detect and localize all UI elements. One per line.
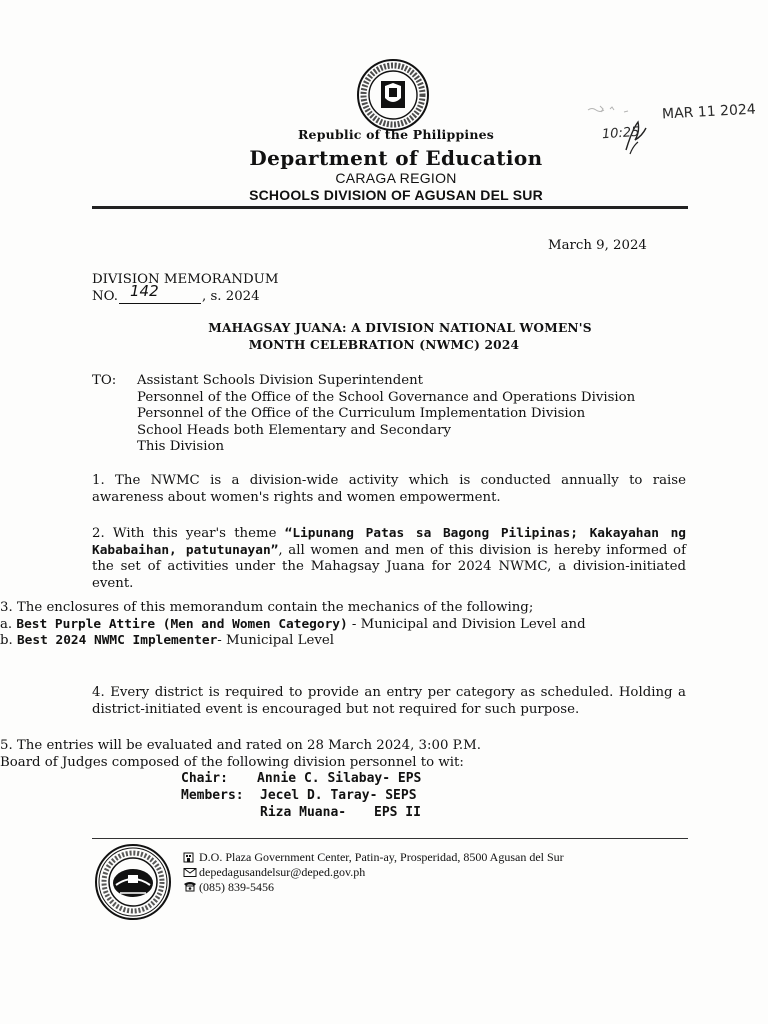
recipient-list — [137, 373, 635, 456]
item-a-bold: Best Purple Attire (Men and Women Category) — [16, 616, 348, 632]
paragraph-3 — [0, 600, 586, 650]
address-text: D.O. Plaza Government Center, Patin-ay, Prosperidad, 8500 Agusan del Sur — [199, 850, 564, 864]
chair-label: Chair: — [181, 771, 228, 786]
paragraph-1: 1. The NWMC is a division-wide activity which is conducted annually to raise awareness about women's rights and women empowerment. — [92, 473, 686, 505]
item-a-prefix: a. — [0, 616, 17, 632]
received-stamp-date: MAR 11 2024 — [661, 101, 757, 123]
enclosure-item-a — [0, 617, 586, 634]
recipient-item: This Division — [137, 439, 225, 454]
members-label: Members: — [181, 788, 244, 803]
division-heading: SCHOOLS DIVISION OF AGUSAN DEL SUR — [249, 187, 543, 203]
member-name: Riza Muana- — [260, 805, 347, 820]
phone-line — [183, 880, 564, 895]
memo-title-line-2: MONTH CELEBRATION (NWMC) 2024 — [248, 338, 520, 352]
building-icon — [183, 852, 197, 863]
theme-text: “Lipunang Patas sa Bagong Pilipinas; Kakayahan ng Kababaihan, patutunayan” — [92, 526, 687, 558]
phone-text: (085) 839-5456 — [199, 879, 274, 894]
footer-divider — [92, 838, 688, 839]
paragraph-3-intro: 3. The enclosures of this memorandum contain the mechanics of the following; — [0, 600, 534, 615]
item-b-prefix: b. — [0, 633, 17, 648]
deped-seal — [356, 58, 430, 132]
recipient-item: Assistant Schools Division Superintendent — [137, 373, 424, 388]
item-a-rest: - Municipal and Division Level and — [347, 616, 586, 632]
recipient-item: Personnel of the Office of the School Governance and Operations Division — [137, 389, 636, 405]
paragraph-5-line-2: Board of Judges composed of the following division personnel to wit: — [0, 754, 464, 770]
region-heading: CARAGA REGION — [335, 170, 457, 186]
member-name: Jecel D. Taray- SEPS — [260, 788, 417, 803]
division-seal — [94, 843, 172, 921]
email-text[interactable]: depedagusandelsur@deped.gov.ph — [199, 864, 366, 879]
received-stamp-time: 10:25 — [601, 124, 640, 143]
chair-name: Annie C. Silabay- EPS — [257, 771, 422, 786]
paragraph-2-lead: 2. With this year's theme — [92, 526, 285, 541]
header-divider — [92, 206, 688, 209]
recipient-item: School Heads both Elementary and Secondary — [137, 422, 451, 438]
memo-series: , s. 2024 — [202, 289, 260, 304]
item-b-bold: Best 2024 NWMC Implementer — [16, 633, 218, 648]
item-b-rest: - Municipal Level — [217, 633, 334, 648]
memo-title-line-1: MAHAGSAY JUANA: A DIVISION NATIONAL WOMEN'S — [208, 321, 592, 335]
paragraph-5-line-1: 5. The entries will be evaluated and rated on 28 March 2024, 3:00 P.M. — [0, 738, 481, 753]
enclosure-item-b — [0, 633, 586, 650]
recipient-item: Personnel of the Office of the Curriculum Implementation Division — [137, 406, 586, 421]
department-heading: Department of Education — [249, 146, 543, 170]
telephone-icon — [183, 881, 197, 892]
paragraph-2-rest: , all women and men of this division is hereby informed of the set of activities under the Mahagsay Juana for 2024 NWMC, a division-initiated event. — [92, 542, 686, 591]
paragraph-2 — [92, 526, 686, 592]
paragraph-4: 4. Every district is required to provide an entry per category as scheduled. Holding a district-initiated event is encouraged but not required for such purpose. — [92, 685, 686, 717]
member-position: EPS II — [374, 805, 421, 820]
to-label: TO: — [92, 373, 117, 388]
address-line — [183, 850, 564, 865]
paragraph-5 — [0, 738, 481, 771]
email-line — [183, 865, 564, 880]
envelope-icon — [183, 867, 197, 878]
memo-number-handwritten: 142 — [130, 282, 159, 300]
contact-info — [183, 850, 564, 894]
memo-date: March 9, 2024 — [548, 238, 647, 253]
memo-number-label: NO. — [92, 289, 118, 304]
republic-heading: Republic of the Philippines — [297, 127, 495, 142]
memo-type: DIVISION MEMORANDUM — [92, 272, 279, 287]
